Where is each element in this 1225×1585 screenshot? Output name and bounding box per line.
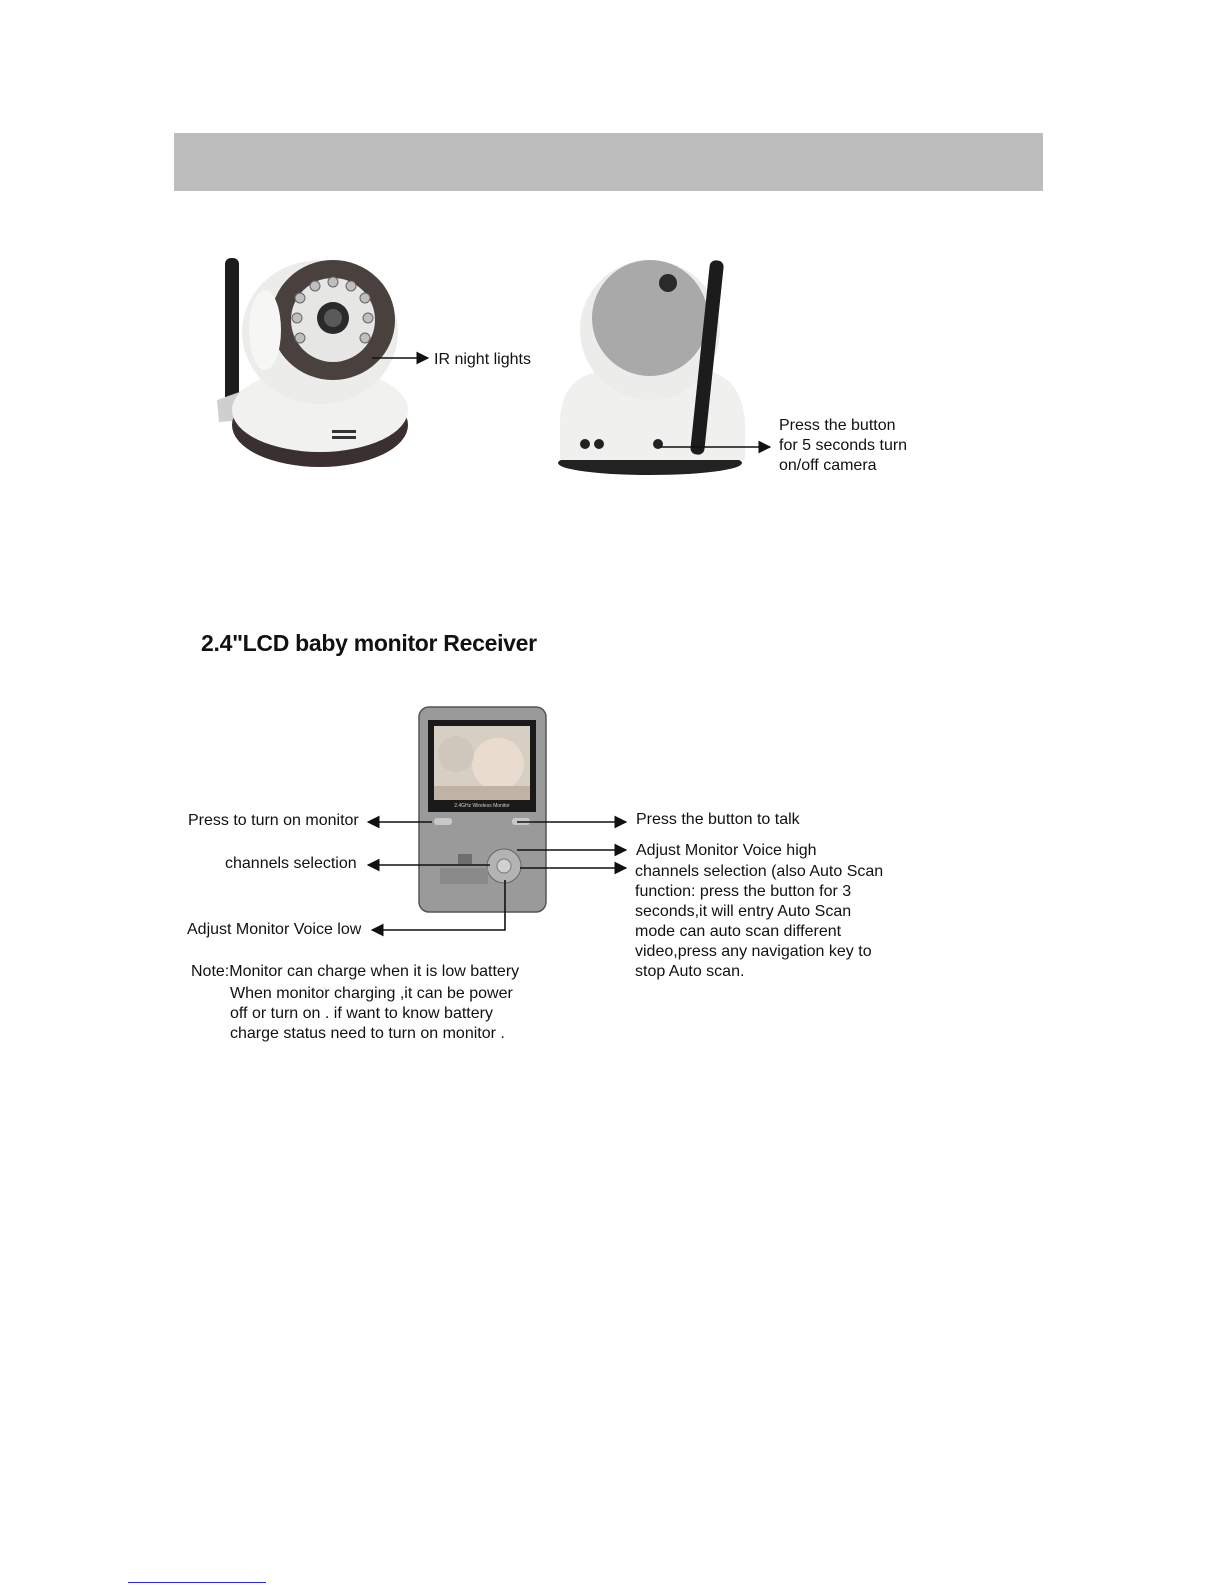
receiver-title: 2.4"LCD baby monitor Receiver — [201, 630, 537, 656]
note-first-line: Note:Monitor can charge when it is low battery — [191, 963, 520, 980]
autoscan-description: channels selection (also Auto Scan function: press the button for 3 seconds,it will entry Auto Scan mode can auto scan different video,press any navigation key to stop Auto scan. — [635, 863, 884, 980]
voice-low-label: Adjust Monitor Voice low — [187, 921, 362, 938]
power-label: Press to turn on monitor — [188, 812, 359, 829]
voice-high-label: Adjust Monitor Voice high — [636, 842, 817, 859]
screen-caption: 2.4GHz Wireless Monitor — [454, 803, 510, 809]
note-body: When monitor charging ,it can be power off or turn on . if want to know battery charge status need to turn on monitor . — [230, 985, 513, 1042]
talk-label: Press the button to talk — [636, 811, 800, 828]
channels-label: channels selection — [225, 855, 357, 872]
footer-rule — [128, 1582, 266, 1583]
ir-night-lights-label: IR night lights — [434, 351, 531, 368]
camera-power-label: Press the button for 5 seconds turn on/off camera — [779, 417, 908, 474]
